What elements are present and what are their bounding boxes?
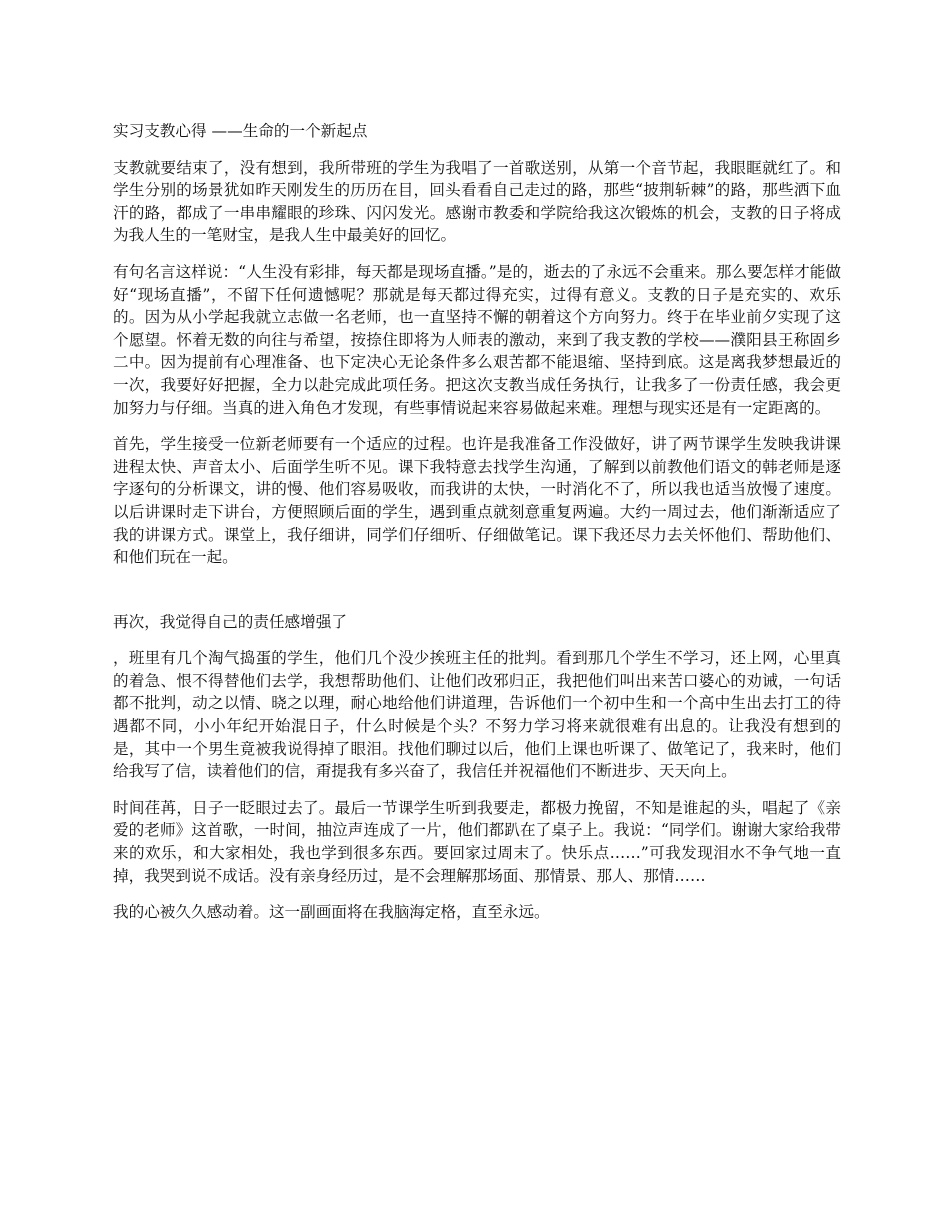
paragraph-1: 支教就要结束了，没有想到，我所带班的学生为我唱了一首歌送别，从第一个音节起，我眼眶就红了。和学生分别的场景犹如昨天刚发生的历历在目，回头看看自己走过的路，那些“披荆斩棘”的路，那些洒下血汗的路，都成了一串串耀眼的珍珠、闪闪发光。感谢市教委和学院给我这次锻炼的机会，支教的日子将成为我人生的一笔财宝，是我人生中最美好的回忆。 [113, 158, 841, 245]
paragraph-5: 时间荏苒，日子一眨眼过去了。最后一节课学生听到我要走，都极力挽留，不知是谁起的头，唱起了《亲爱的老师》这首歌，一时间，抽泣声连成了一片，他们都趴在了桌子上。我说：“同学们。谢谢大家给我带来的欢乐，和大家相处，我也学到很多东西。要回家过周末了。快乐点……”可我发现泪水不争气地一直掉，我哭到说不成话。没有亲身经历过，是不会理解那场面、那情景、那人、那情…… [113, 798, 841, 885]
paragraph-6: 我的心被久久感动着。这一副画面将在我脑海定格，直至永远。 [113, 903, 550, 922]
document-page [113, 120, 841, 938]
section-heading-responsibility: 再次，我觉得自己的责任感增强了 [113, 612, 347, 631]
paragraph-3: 首先，学生接受一位新老师要有一个适应的过程。也许是我准备工作没做好，讲了两节课学生发映我讲课进程太快、声音太小、后面学生听不见。课下我特意去找学生沟通，了解到以前教他们语文的韩老师是逐字逐句的分析课文，讲的慢、他们容易吸收，而我讲的太快，一时消化不了，所以我也适当放慢了速度。以后讲课时走下讲台，方便照顾后面的学生，遇到重点就刻意重复两遍。大约一周过去，他们渐渐适应了我的讲课方式。课堂上，我仔细讲，同学们仔细听、仔细做笔记。课下我还尽力去关怀他们、帮助他们、和他们玩在一起。 [113, 435, 841, 567]
paragraph-4: ，班里有几个淘气捣蛋的学生，他们几个没少挨班主任的批判。看到那几个学生不学习，还上网，心里真的着急、恨不得替他们去学，我想帮助他们、让他们改邪归正，我把他们叫出来苦口婆心的劝诫，一句话都不批判，动之以情、晓之以理，耐心地给他们讲道理，告诉他们一个初中生和一个高中生出去打工的待遇都不同，小小年纪开始混日子，什么时候是个头？不努力学习将来就很难有出息的。让我没有想到的是，其中一个男生竟被我说得掉了眼泪。找他们聊过以后，他们上课也听课了、做笔记了，我来时，他们给我写了信，读着他们的信，甭提我有多兴奋了，我信任并祝福他们不断进步、天天向上。 [113, 649, 841, 781]
paragraph-2: 有句名言这样说：“人生没有彩排，每天都是现场直播。”是的，逝去的了永远不会重来。那么要怎样才能做好“现场直播”，不留下任何遗憾呢？那就是每天都过得充实，过得有意义。支教的日子是充实的、欢乐的。因为从小学起我就立志做一名老师，也一直坚持不懈的朝着这个方向努力。终于在毕业前夕实现了这个愿望。怀着无数的向往与希望，按捺住即将为人师表的激动，来到了我支教的学校——濮阳县王称固乡二中。因为提前有心理准备、也下定决心无论条件多么艰苦都不能退缩、坚持到底。这是离我梦想最近的一次，我要好好把握，全力以赴完成此项任务。把这次支教当成任务执行，让我多了一份责任感，我会更加努力与仔细。当真的进入角色才发现，有些事情说起来容易做起来难。理想与现实还是有一定距离的。 [113, 262, 841, 417]
document-title: 实习支教心得 ——生命的一个新起点 [113, 122, 368, 140]
